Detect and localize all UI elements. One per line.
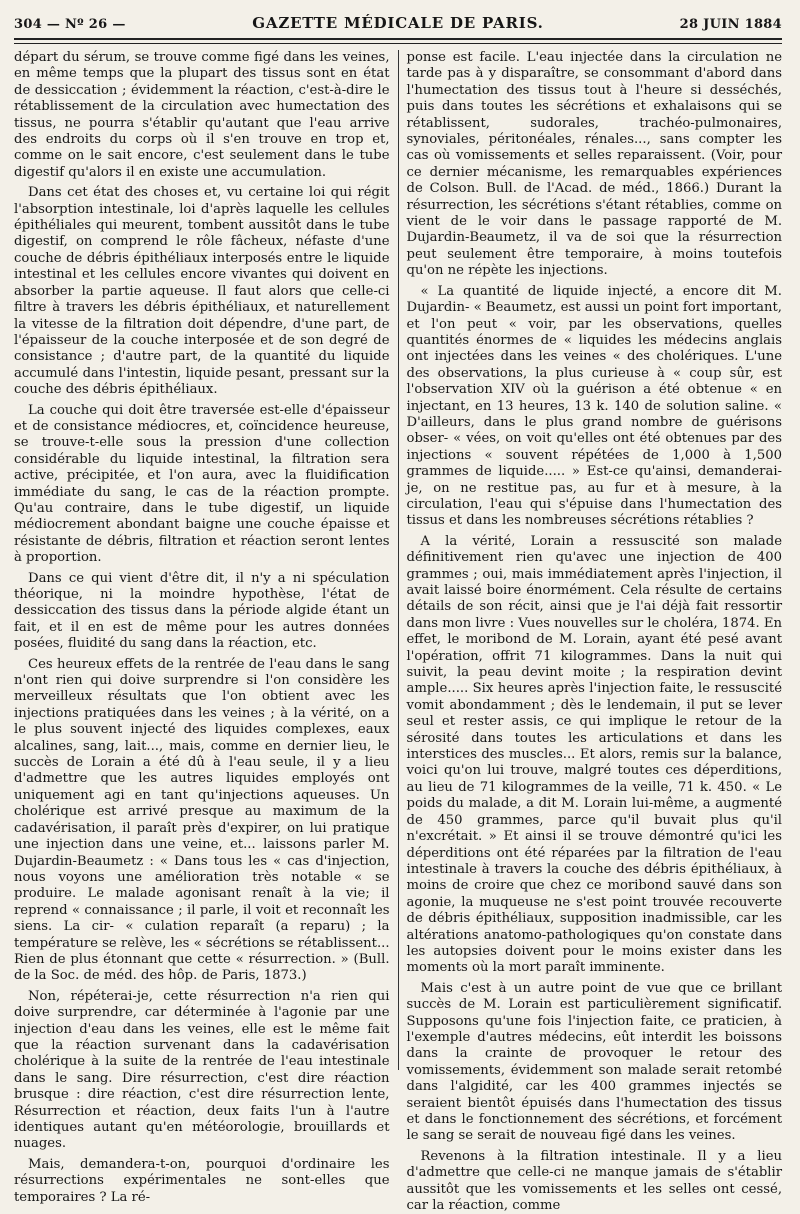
paragraph: Mais, demandera-t-on, pourquoi d'ordinaire les résurrections expérimentales ne sont-elles que temporaires ? La ré-	[14, 1156, 390, 1205]
paragraph: Non, répéterai-je, cette résurrection n'a rien qui doive surprendre, car déterminée à l'agonie par une injection d'eau dans les veines, elle est le même fait que la réaction survenant dans la cadavérisation cholérique à la suite de la rentrée de l'eau intestinale dans le sang. Dire résurrection, c'est dire réaction brusque : dire réaction, c'est dire résurrection lente, Résurrection et réaction, deux faits l'un à l'autre identiques autant qu'en météorologie, brouillards et nuages.	[14, 988, 390, 1152]
paragraph: Ces heureux effets de la rentrée de l'eau dans le sang n'ont rien qui doive surprendre si l'on considère les merveilleux résultats que l'on obtient avec les injections pratiquées dans les veines ; à la vérité, on a le plus souvent injecté des liquides complexes, eaux alcalines, sang, lait..., mais, comme en dernier lieu, le succès de Lorain a été dû à l'eau seule, il y a lieu d'admettre que les autres liquides employés ont uniquement agi en tant qu'injections aqueuses. Un cholérique est arrivé presque au maximum de la cadavérisation, il paraît près d'expirer, on lui pratique une injection dans une veine, et... laissons parler M. Dujardin-Beaumetz : « Dans tous les « cas d'injection, nous voyons une amélioration très notable « se produire. Le malade agonisant renaît à la vie; il reprend « connaissance ; il parle, il voit et reconnaît les siens. La cir- « culation reparaît (a reparu) ; la température se relève, les « sécrétions se rétablissent... Rien de plus étonnant que cette « résurrection. » (Bull. de la Soc. de méd. des hôp. de Paris, 1873.)	[14, 656, 390, 984]
paragraph: A la vérité, Lorain a ressuscité son malade définitivement rien qu'avec une injection de 400 grammes ; oui, mais immédiatement après l'injection, il avait laissé boire énormément. Cela résulte de certains détails de son récit, ainsi que je l'ai déjà fait ressortir dans mon livre : Vues nouvelles sur le choléra, 1874. En effet, le moribond de M. Lorain, ayant été pesé avant l'opération, offrit 71 kilogrammes. Dans la nuit qui suivit, la peau devint moite ; la respiration devint ample..... Six heures après l'injection faite, le ressuscité vomit abondamment ; dès le lendemain, il put se lever seul et rester assis, ce qui implique le retour de la sérosité dans toutes les articulations et dans les interstices des muscles... Et alors, remis sur la balance, voici qu'on lui trouve, malgré toutes ces déperditions, au lieu de 71 kilogrammes de la veille, 71 k. 450. « Le poids du malade, a dit M. Lorain lui-même, a augmenté de 450 grammes, parce qu'il buvait plus qu'il n'excrétait. » Et ainsi il se trouve démontré qu'ici les déperditions ont été réparées par la filtration de l'eau intestinale à travers la couche des débris épithéliaux, à moins de croire que chez ce moribond sauvé dans son agonie, la muqueuse ne s'est point trouvée recouverte de débris épithéliaux, supposition inadmissible, car les altérations anatomo-pathologiques qu'on constate dans les autopsies doivent pour le moins exister dans les moments où la mort paraît imminente.	[406, 533, 783, 976]
journal-title: GAZETTE MÉDICALE DE PARIS.	[252, 14, 544, 32]
paragraph: départ du sérum, se trouve comme figé dans les veines, en même temps que la plupart des tissus sont en état de dessiccation ; évidemment la réaction, c'est-à-dire le rétablissement de la circulation avec humectation des tissus, ne pourra s'établir qu'autant que l'eau arrive des endroits du corps où il s'en trouve en trop et, comme on le sait encore, c'est seulement dans le tube digestif qu'alors il en existe une accumulation.	[14, 50, 390, 180]
paragraph: La couche qui doit être traversée est-elle d'épaisseur et de consistance médiocres, et, coïncidence heureuse, se trouve-t-elle sous la pression d'une collection considérable du liquide intestinal, la filtration sera active, précipitée, et l'on aura, avec la fluidification immédiate du sang, le cas de la réaction prompte. Qu'au contraire, dans le tube digestif, un liquide médiocrement abondant baigne une couche épaisse et résistante de débris, filtration et réaction seront lentes à proportion.	[14, 402, 390, 566]
left-column	[14, 50, 398, 1205]
paragraph: Dans cet état des choses et, vu certaine loi qui régit l'absorption intestinale, loi d'après laquelle les cellules épithéliales qui meurent, tombent aussitôt dans le tube digestif, on comprend le rôle fâcheux, néfaste d'une couche de débris épithéliaux interposés entre le liquide intestinal et les cellules encore vivantes qui doivent en absorber la partie aqueuse. Il faut alors que celle-ci filtre à travers les débris épithéliaux, et naturellement la vitesse de la filtration doit dépendre, d'une part, de l'épaisseur de la couche interposée et de son degré de consistance ; d'autre part, de la quantité du liquide accumulé dans l'intestin, liquide pesant, pressant sur la couche des débris épithéliaux.	[14, 185, 390, 398]
header-rule	[14, 38, 782, 44]
running-header	[14, 14, 782, 34]
issue-date: 28 JUIN 1884	[679, 17, 782, 32]
text-columns	[14, 50, 783, 1214]
paragraph: Revenons à la filtration intestinale. Il y a lieu d'admettre que celle-ci ne manque jamais de s'établir aussitôt que les vomissements et les selles ont cessé, car la réaction, comme	[406, 1148, 783, 1214]
right-column	[399, 50, 783, 1214]
page-number: 304 — Nº 26 —	[14, 17, 126, 32]
paragraph: Dans ce qui vient d'être dit, il n'y a ni spéculation théorique, ni la moindre hypothèse, l'état de dessiccation des tissus dans la période algide étant un fait, et il en est de même pour les autres données posées, fluidité du sang dans la réaction, etc.	[14, 570, 390, 652]
paragraph: ponse est facile. L'eau injectée dans la circulation ne tarde pas à y disparaître, se consommant d'abord dans l'humectation des tissus tout à l'heure si desséchés, puis dans toutes les sécrétions et exhalaisons qui se rétablissent, sudorales, trachéo-pulmonaires, synoviales, péritonéales, rénales..., sans compter les cas où vomissements et selles reparaissent. (Voir, pour ce dernier mécanisme, les remarquables expériences de Colson. Bull. de l'Acad. de méd., 1866.) Durant la résurrection, les sécrétions s'étant rétablies, comme on vient de le voir dans le passage rapporté de M. Dujardin-Beaumetz, il va de soi que la résurrection peut seulement être temporaire, à moins toutefois qu'on ne répète les injections.	[406, 50, 783, 279]
paragraph: Mais c'est à un autre point de vue que ce brillant succès de M. Lorain est particulièrement significatif. Supposons qu'une fois l'injection faite, ce praticien, à l'exemple d'autres médecins, eût interdit les boissons dans la crainte de provoquer le retour des vomissements, évidemment son malade serait retombé dans l'algidité, car les 400 grammes injectés se seraient bientôt épuisés dans l'humectation des tissus et dans le fonctionnement des sécrétions, et forcément le sang se serait de nouveau figé dans les veines.	[406, 980, 783, 1144]
paragraph: « La quantité de liquide injecté, a encore dit M. Dujardin- « Beaumetz, est aussi un point fort important, et l'on peut « voir, par les observations, quelles quantités énormes de « liquides les médecins anglais ont injectées dans les veines « des cholériques. L'une des observations, la plus curieuse à « coup sûr, est l'observation XIV où la guérison a été obtenue « en injectant, en 13 heures, 13 k. 140 de solution saline. « D'ailleurs, dans le plus grand nombre de guérisons obser- « vées, on voit qu'elles ont été obtenues par des injections « souvent répétées de 1,000 à 1,500 grammes de liquide..... » Est-ce qu'ainsi, demanderai-je, on ne restitue pas, au fur et à mesure, à la circulation, l'eau qui s'épuise dans l'humectation des tissus et dans les nombreuses sécrétions rétablies ?	[406, 283, 783, 529]
